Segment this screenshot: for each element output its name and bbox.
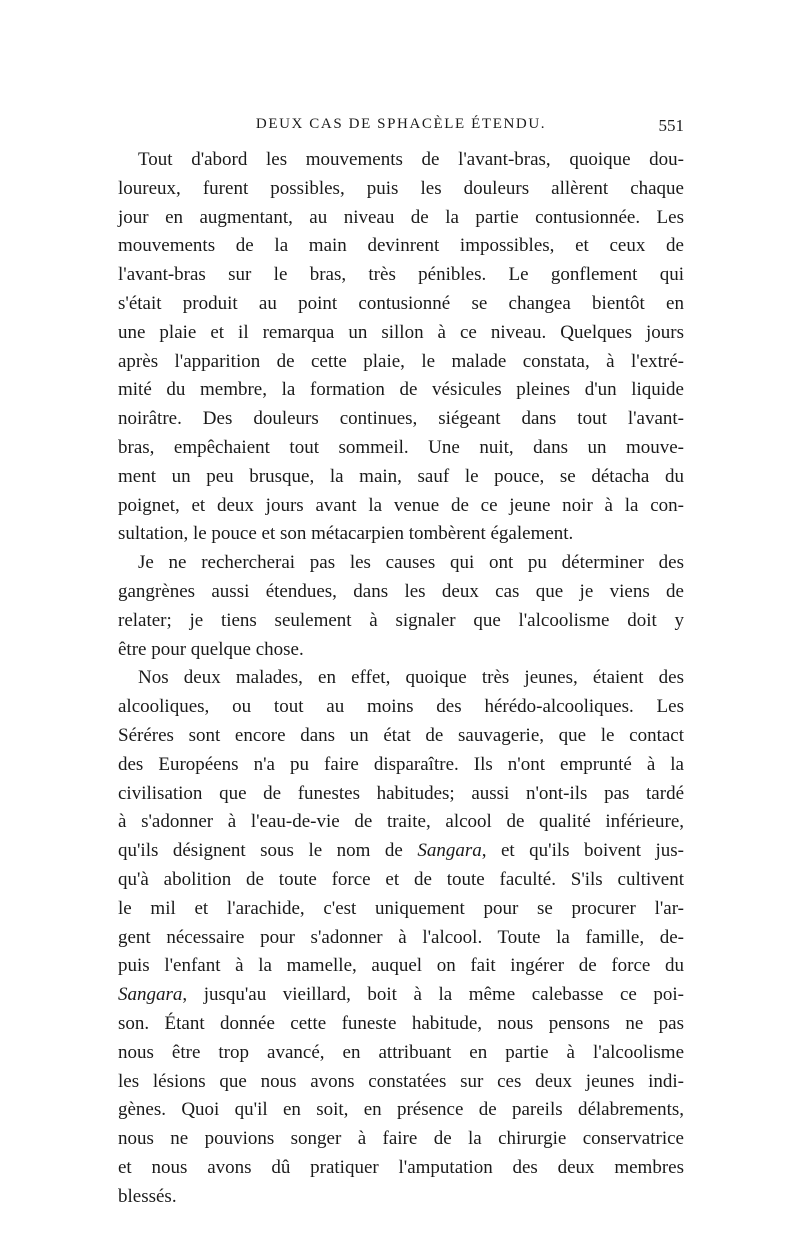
text-line: loureux, furent possibles, puis les douleurs allèrent chaque <box>118 177 684 199</box>
text-line: ment un peu brusque, la main, sauf le pouce, se détacha du <box>118 465 684 487</box>
text-line: qu'à abolition de toute force et de toute faculté. S'ils cultivent <box>118 868 684 890</box>
text-line: le mil et l'arachide, c'est uniquement pour se procurer l'ar- <box>118 897 684 919</box>
text-line: s'était produit au point contusionné se changea bientôt en <box>118 292 684 314</box>
text-line: poignet, et deux jours avant la venue de ce jeune noir à la con- <box>118 494 684 516</box>
text-line: noirâtre. Des douleurs continues, siégeant dans tout l'avant- <box>118 408 684 430</box>
page-header <box>118 116 684 140</box>
page-number: 551 <box>658 116 684 135</box>
text-line: les lésions que nous avons constatées sur ces deux jeunes indi- <box>118 1070 684 1092</box>
body-text <box>118 146 684 1211</box>
text-line: Tout d'abord les mouvements de l'avant-bras, quoique dou- <box>138 149 684 170</box>
text-line: puis l'enfant à la mamelle, auquel on fait ingérer de force du <box>118 955 684 977</box>
text-line: et nous avons dû pratiquer l'amputation des deux membres <box>118 1156 684 1178</box>
text-line: après l'apparition de cette plaie, le malade constata, à l'extré- <box>118 350 684 372</box>
text-line: bras, empêchaient tout sommeil. Une nuit, dans un mouve- <box>118 436 684 458</box>
text-line: Sangara, jusqu'au vieillard, boit à la même calebasse ce poi- <box>118 984 684 1006</box>
text-line: Nos deux malades, en effet, quoique très jeunes, étaient des <box>138 667 684 689</box>
text-line: nous ne pouvions songer à faire de la chirurgie conservatrice <box>118 1128 684 1150</box>
running-head: DEUX CAS DE SPHACÈLE ÉTENDU. <box>255 116 547 132</box>
text-line: à s'adonner à l'eau-de-vie de traite, alcool de qualité inférieure, <box>118 811 684 833</box>
text-line: sultation, le pouce et son métacarpien tombèrent également. <box>118 523 574 545</box>
text-line: Je ne rechercherai pas les causes qui ont pu déterminer des <box>138 552 684 574</box>
text-line: une plaie et il remarqua un sillon à ce niveau. Quelques jours <box>118 321 684 343</box>
text-line: gènes. Quoi qu'il en soit, en présence de pareils délabrements, <box>118 1099 684 1121</box>
text-line: gent nécessaire pour s'adonner à l'alcool. Toute la famille, de- <box>118 926 684 948</box>
text-line: jour en augmentant, au niveau de la partie contusionnée. Les <box>118 206 684 228</box>
text-line: mité du membre, la formation de vésicules pleines d'un liquide <box>118 379 684 401</box>
text-line: son. Étant donnée cette funeste habitude, nous pensons ne pas <box>118 1012 684 1034</box>
text-line: relater; je tiens seulement à signaler que l'alcoolisme doit y <box>118 609 684 631</box>
text-line: civilisation que de funestes habitudes; aussi n'ont-ils pas tardé <box>118 782 684 804</box>
text-line: alcooliques, ou tout au moins des hérédo-alcooliques. Les <box>118 696 684 718</box>
text-line: mouvements de la main devinrent impossibles, et ceux de <box>118 235 684 257</box>
text-line: l'avant-bras sur le bras, très pénibles. Le gonflement qui <box>118 264 684 286</box>
text-line: qu'ils désignent sous le nom de Sangara, et qu'ils boivent jus- <box>118 840 685 862</box>
text-line: Séréres sont encore dans un état de sauvagerie, que le contact <box>118 724 684 746</box>
text-line: gangrènes aussi étendues, dans les deux cas que je viens de <box>118 580 684 602</box>
text-line: blessés. <box>118 1185 177 1207</box>
text-line: des Européens n'a pu faire disparaître. Ils n'ont emprunté à la <box>118 753 684 775</box>
text-line: être pour quelque chose. <box>118 638 304 660</box>
text-line: nous être trop avancé, en attribuant en partie à l'alcoolisme <box>118 1041 684 1063</box>
